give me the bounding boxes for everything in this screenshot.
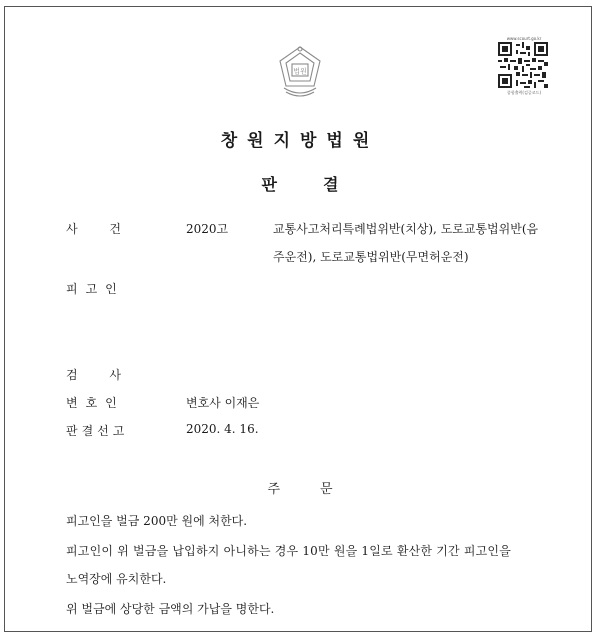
court-name: 창원지방법원 — [220, 131, 380, 151]
case-name-line2: 주운전), 도로교통법위반(무면허운전) — [273, 250, 469, 264]
sentencing-date: 2020. 4. 16. — [186, 422, 259, 436]
order-line-2: 피고인이 위 벌금을 납입하지 아니하는 경우 10만 원을 1일로 환산한 기간 피고인을 — [66, 544, 512, 558]
title-char-1: 판 — [261, 175, 277, 194]
qr-code-icon[interactable] — [498, 42, 548, 88]
document-title — [0, 172, 600, 195]
emblem-label: 법원 — [293, 67, 307, 76]
qr-caption: 종합출력(검증코드) — [506, 90, 542, 95]
order-heading — [0, 478, 600, 497]
title-char-2: 결 — [323, 175, 339, 194]
counsel-label: 변호인 — [66, 396, 125, 410]
case-number: 2020고 — [186, 222, 229, 236]
order-line-1: 피고인을 벌금 200만 원에 처한다. — [66, 514, 248, 528]
qr-url: www.scourt.go.kr — [506, 36, 542, 41]
order-line-4: 위 벌금에 상당한 금액의 가납을 명한다. — [66, 602, 275, 616]
prosecutor-label: 검 사 — [66, 368, 135, 382]
counsel-value: 변호사 이재은 — [186, 396, 260, 410]
defendant-label: 피고인 — [66, 282, 125, 296]
sentencing-label: 판결선고 — [66, 424, 129, 438]
order-heading-char-2: 문 — [320, 482, 333, 497]
case-name-line1: 교통사고처리특례법위반(치상), 도로교통법위반(음 — [273, 222, 539, 236]
case-label: 사 건 — [66, 222, 135, 236]
order-heading-char-1: 주 — [267, 482, 280, 497]
order-line-3: 노역장에 유치한다. — [66, 572, 167, 586]
court-emblem-icon — [276, 44, 324, 100]
